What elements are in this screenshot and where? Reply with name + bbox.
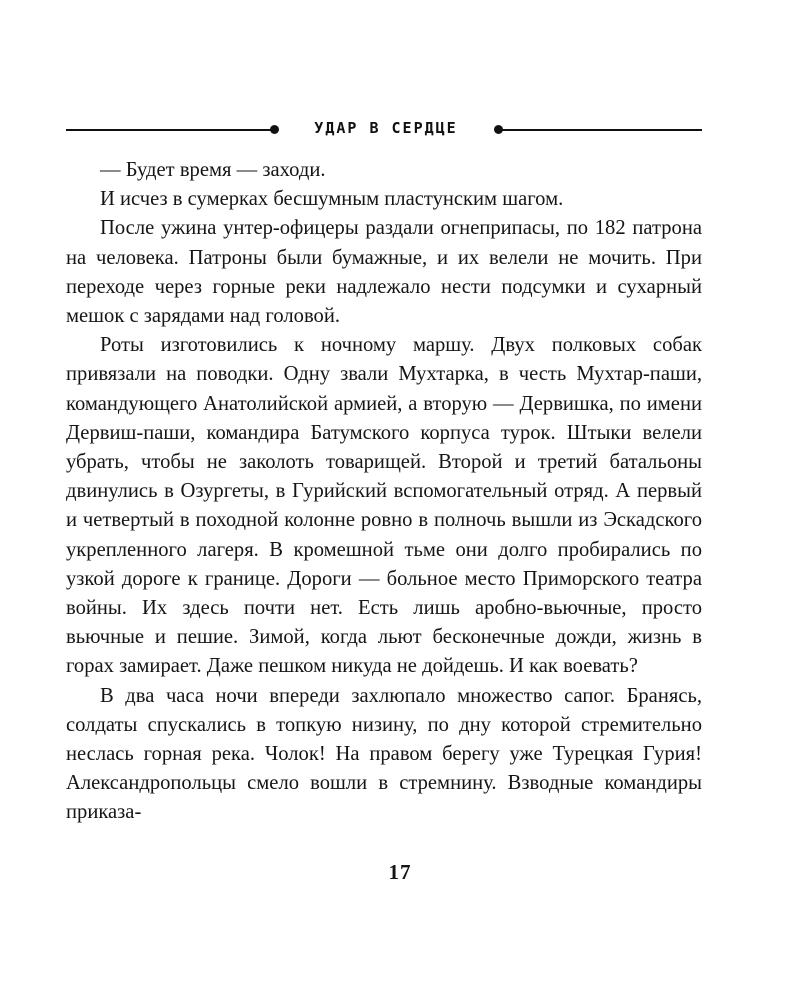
paragraph: После ужина унтер-офицеры раздали огнеприпасы, по 182 патрона на человека. Патроны были бумажные, и их велели не мочить. При переходе через горные реки надлежало нести подсумки и сухарный мешок с зарядами над головой.: [66, 217, 702, 328]
header-bullet-left: [270, 125, 279, 134]
header-rule-right: [498, 129, 702, 131]
paragraph: Роты изготовились к ночному маршу. Двух полковых собак привязали на поводки. Одну звали Мухтарка, в честь Мухтар-паши, командующего Анатолийской армией, а вторую — Дервишка, по имени Дервиш-паши, командира Батумского корпуса турок. Штыки велели убрать, чтобы не заколоть товарищей. Второй и третий батальоны двинулись в Озургеты, в Гурийский вспомогательный отряд. А первый и четвертый в походной колонне ровно в полночь вышли из Эскадского укрепленного лагеря. В кромешной тьме они долго пробирались по узкой дороге к границе. Дороги — больное место Приморского театра войны. Их здесь почти нет. Есть лишь аробно-вьючные, просто вьючные и пешие. Зимой, когда льют бесконечные дожди, жизнь в горах замирает. Даже пешком никуда не дойдешь. И как воевать?: [66, 334, 702, 678]
paragraph: В два часа ночи впереди захлюпало множество сапог. Бранясь, солдаты спускались в топкую низину, по дну которой стремительно неслась горная река. Чолок! На правом берегу уже Турецкая Гурия! Александропольцы смело вошли в стремнину. Взводные командиры приказа-: [66, 684, 702, 824]
body-text: [66, 156, 702, 828]
paragraph: — Будет время — заходи.: [100, 159, 326, 181]
header-rule-left: [66, 129, 274, 131]
running-title: УДАР В СЕРДЦЕ: [314, 119, 458, 137]
page-number: 17: [388, 860, 412, 884]
paragraph: И исчез в сумерках бесшумным пластунским шагом.: [100, 188, 564, 211]
running-header: [66, 118, 702, 142]
